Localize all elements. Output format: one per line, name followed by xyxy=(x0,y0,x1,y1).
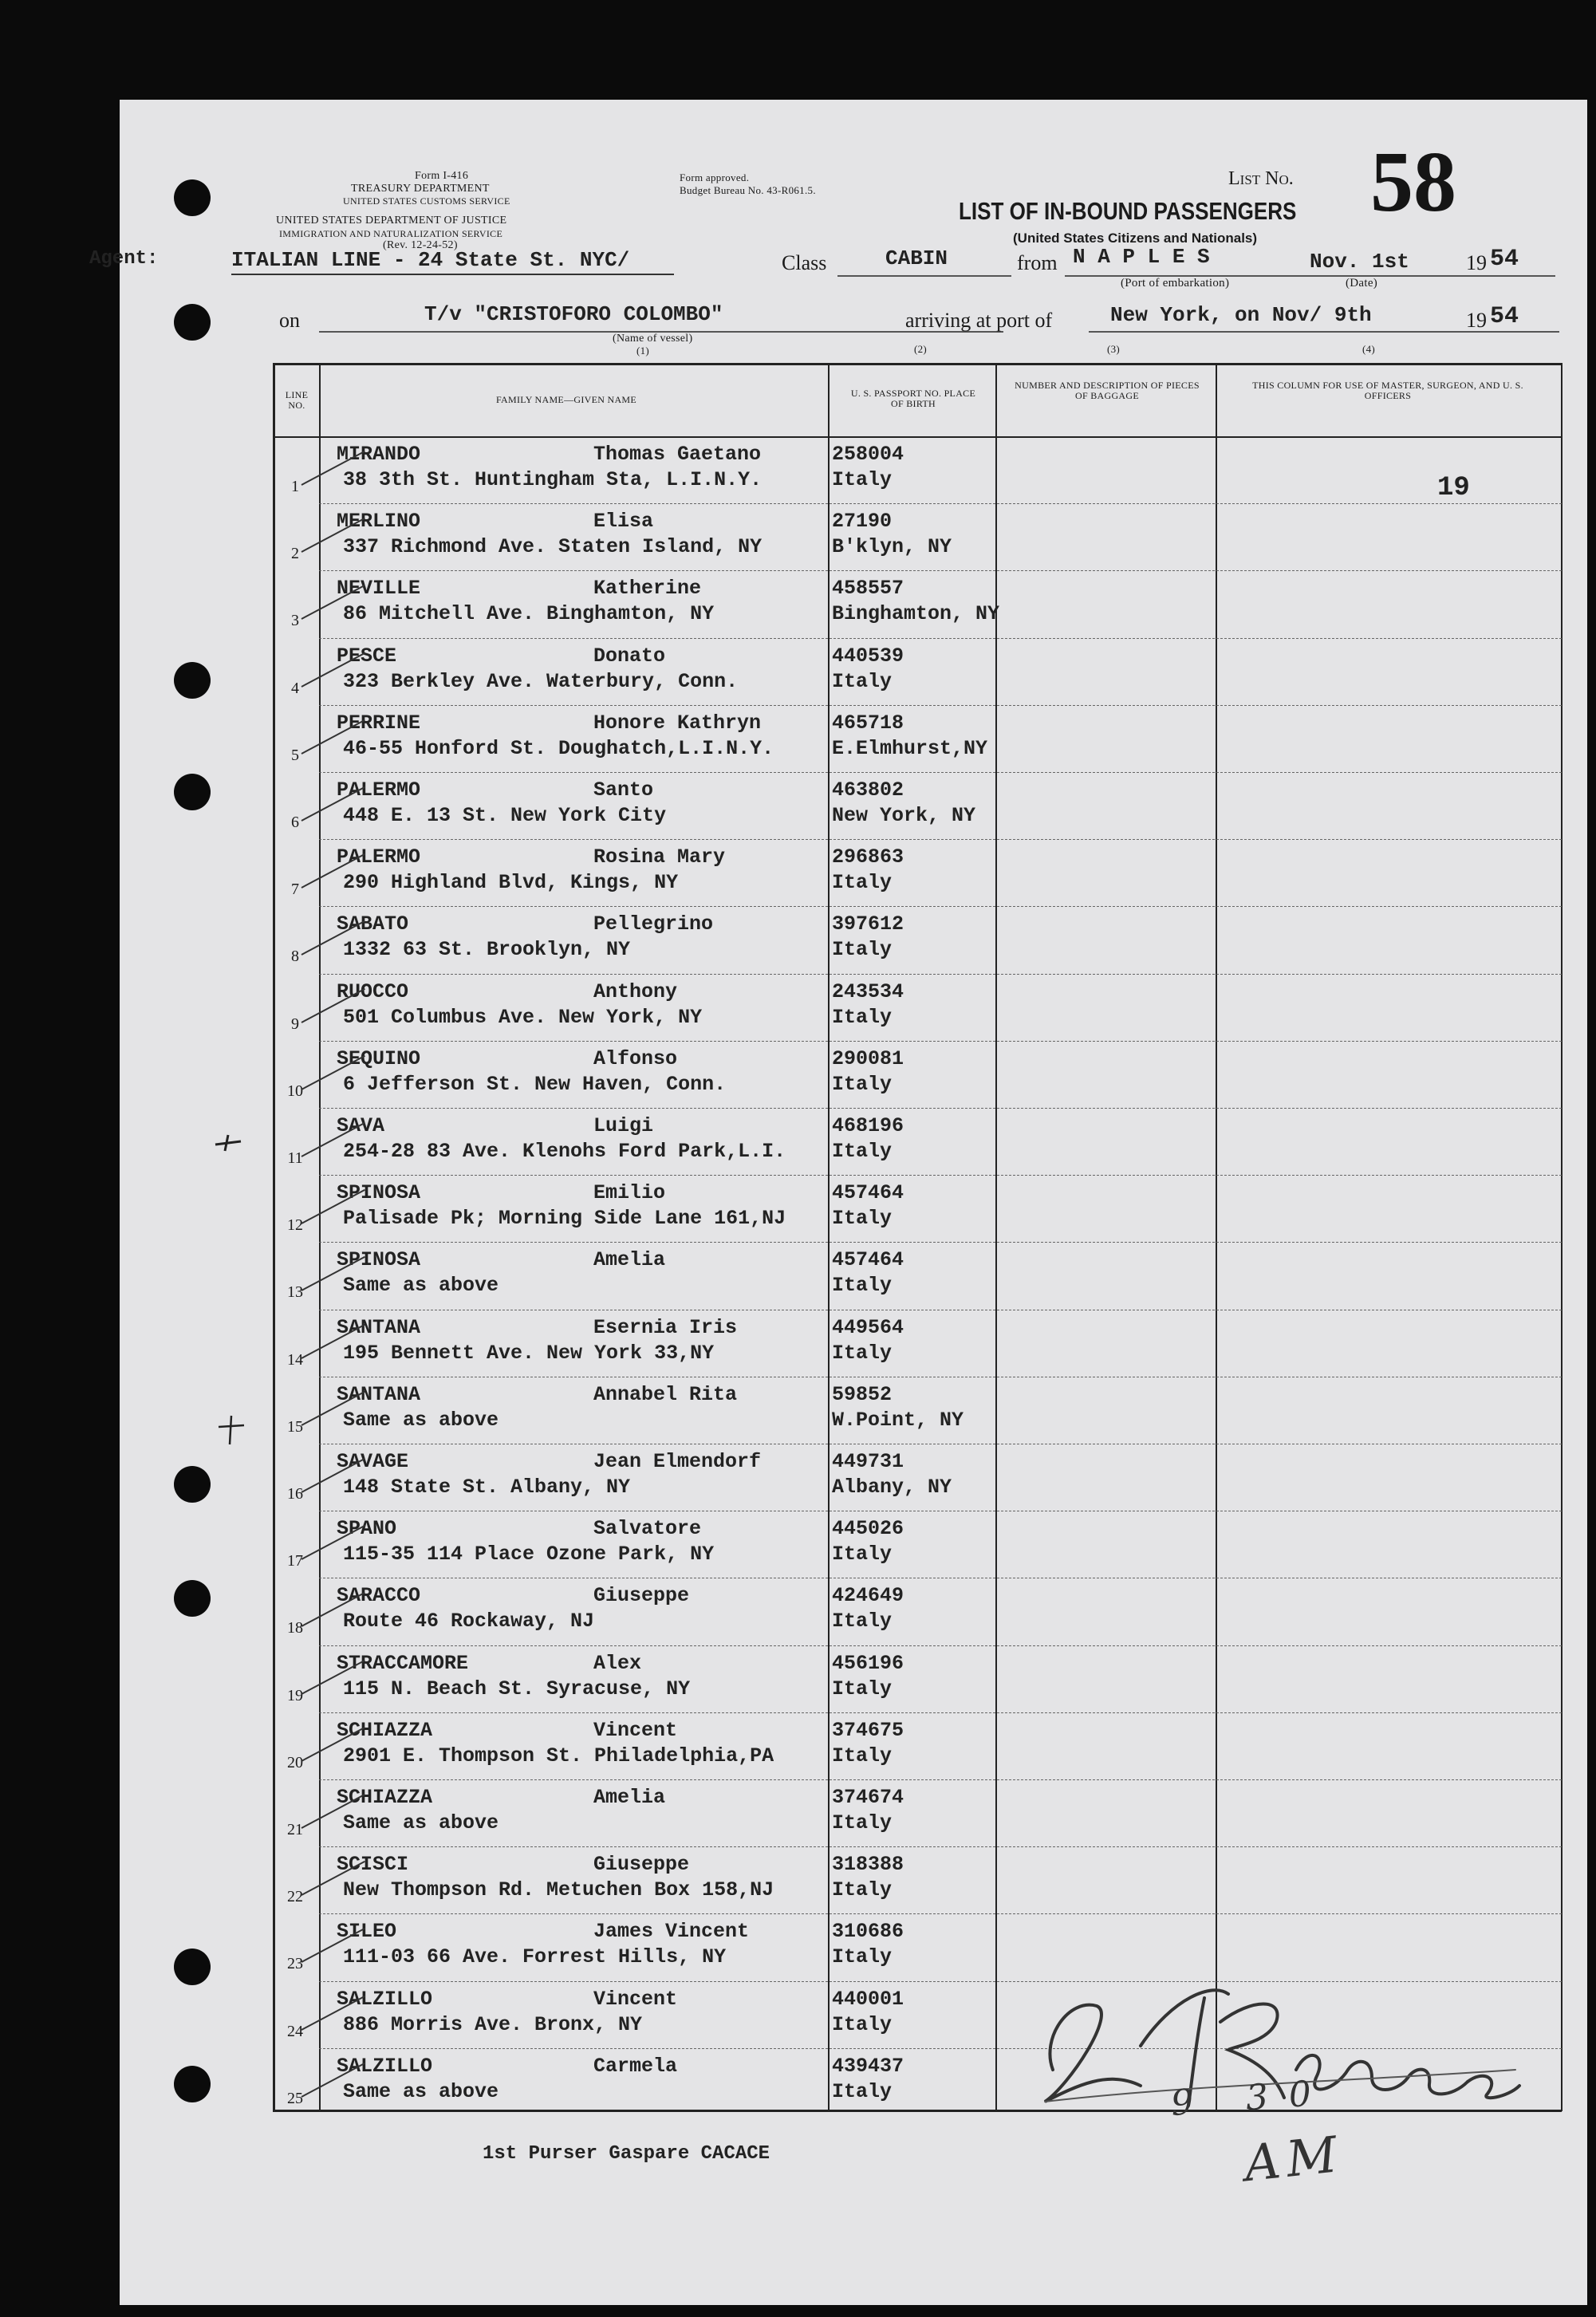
margin-tick-mark xyxy=(214,1133,242,1153)
family-name: SPANO xyxy=(337,1517,397,1541)
line-number: 9 xyxy=(291,1015,299,1033)
family-name: PERRINE xyxy=(337,711,421,735)
passport-number: 310686 xyxy=(832,1920,904,1944)
address: Same as above xyxy=(343,1274,499,1298)
department-of-justice: UNITED STATES DEPARTMENT OF JUSTICE xyxy=(276,215,507,227)
punch-hole xyxy=(174,1466,211,1503)
purser-line: 1st Purser Gaspare CACACE xyxy=(483,2143,770,2165)
row-rule xyxy=(319,772,1562,773)
given-name: Annabel Rita xyxy=(593,1382,738,1406)
vessel-name: T/v "CRISTOFORO COLOMBO" xyxy=(424,302,723,326)
family-name: SCISCI xyxy=(337,1853,409,1877)
given-name: Alfonso xyxy=(593,1046,678,1070)
arrival-underline xyxy=(1089,331,1559,333)
family-name: RUOCCO xyxy=(337,979,409,1003)
address: 38 3th St. Huntingham Sta, L.I.N.Y. xyxy=(343,468,763,491)
passport-number: 457464 xyxy=(832,1181,904,1205)
line-number: 22 xyxy=(287,1888,303,1906)
place-of-birth: Italy xyxy=(832,1072,893,1096)
place-of-birth: Italy xyxy=(832,2079,893,2103)
given-name: Giuseppe xyxy=(593,1584,690,1608)
passport-number: 449731 xyxy=(832,1450,904,1473)
form-subtitle: (United States Citizens and Nationals) xyxy=(1013,231,1258,246)
list-no-label: List No. xyxy=(1228,168,1294,189)
passport-number: 318388 xyxy=(832,1853,904,1877)
given-name: Pellegrino xyxy=(593,912,714,936)
line-number: 18 xyxy=(287,1619,303,1637)
row-rule xyxy=(319,1242,1562,1243)
place-of-birth: Italy xyxy=(832,669,893,693)
passport-number: 397612 xyxy=(832,912,904,936)
line-number: 25 xyxy=(287,2089,303,2107)
given-name: Rosina Mary xyxy=(593,845,726,869)
line-number: 1 xyxy=(291,478,299,495)
row-rule xyxy=(319,570,1562,571)
place-of-birth: Italy xyxy=(832,468,893,491)
family-name: MIRANDO xyxy=(337,443,421,466)
place-of-birth: B'klyn, NY xyxy=(832,535,952,559)
place-of-birth: New York, NY xyxy=(832,804,976,827)
row-rule xyxy=(319,1175,1562,1176)
place-of-birth: Italy xyxy=(832,1677,893,1700)
given-name: Amelia xyxy=(593,1786,666,1809)
address: 115-35 114 Place Ozone Park, NY xyxy=(343,1543,715,1566)
family-name: PESCE xyxy=(337,644,397,668)
address: Same as above xyxy=(343,1408,499,1432)
name-col-rule xyxy=(828,363,830,2111)
col2-caption: (2) xyxy=(914,343,928,355)
passport-number: 465718 xyxy=(832,711,904,735)
row-rule xyxy=(319,974,1562,975)
passport-number: 456196 xyxy=(832,1651,904,1675)
row-rule xyxy=(319,1913,1562,1914)
place-of-birth: Italy xyxy=(832,1207,893,1231)
family-name: SAVA xyxy=(337,1114,385,1137)
given-name: Honore Kathryn xyxy=(593,711,762,735)
signature-time: 9 30 xyxy=(1169,2072,1334,2124)
given-name: Alex xyxy=(593,1651,642,1675)
margin-tick-mark xyxy=(217,1414,246,1446)
row-rule xyxy=(319,1712,1562,1713)
year-prefix: 19 xyxy=(1466,251,1487,274)
place-of-birth: Italy xyxy=(832,1811,893,1834)
address: 1332 63 St. Brooklyn, NY xyxy=(343,938,631,962)
line-number: 2 xyxy=(291,545,299,563)
col4-caption: (4) xyxy=(1362,343,1376,355)
date-underline xyxy=(1300,275,1555,277)
address: Same as above xyxy=(343,1811,499,1834)
form-number: Form I-416 xyxy=(415,170,469,182)
table-top-rule xyxy=(273,363,1562,365)
given-name: Salvatore xyxy=(593,1517,702,1541)
place-of-birth: Binghamton, NY xyxy=(832,602,1000,626)
address: 290 Highland Blvd, Kings, NY xyxy=(343,871,679,895)
address: 46-55 Honford St. Doughatch,L.I.N.Y. xyxy=(343,736,774,760)
passport-number: 439437 xyxy=(832,2054,904,2078)
row-rule xyxy=(319,638,1562,639)
passport-number: 258004 xyxy=(832,443,904,466)
form-title: LIST OF IN-BOUND PASSENGERS xyxy=(959,197,1297,225)
family-name: MERLINO xyxy=(337,510,421,534)
family-name: STRACCAMORE xyxy=(337,1651,469,1675)
family-name: SPINOSA xyxy=(337,1248,421,1272)
officer-note: 19 xyxy=(1437,473,1470,503)
family-name: SCHIAZZA xyxy=(337,1786,433,1809)
family-name: NEVILLE xyxy=(337,577,421,601)
passport-number: 463802 xyxy=(832,778,904,802)
form-revision: (Rev. 12-24-52) xyxy=(383,239,458,251)
passport-number: 458557 xyxy=(832,577,904,601)
line-number: 13 xyxy=(287,1283,303,1302)
passport-number: 374674 xyxy=(832,1786,904,1809)
address: 2901 E. Thompson St. Philadelphia,PA xyxy=(343,1744,774,1767)
passport-number: 457464 xyxy=(832,1248,904,1272)
place-of-birth: Italy xyxy=(832,1341,893,1365)
baggage-col-rule xyxy=(1216,363,1217,2111)
on-label: on xyxy=(279,309,300,332)
passport-number: 27190 xyxy=(832,510,893,534)
line-number: 20 xyxy=(287,1753,303,1771)
address: 195 Bennett Ave. New York 33,NY xyxy=(343,1341,715,1365)
line-number: 16 xyxy=(287,1485,303,1503)
line-number: 17 xyxy=(287,1552,303,1570)
given-name: Elisa xyxy=(593,510,654,534)
family-name: SEQUINO xyxy=(337,1046,421,1070)
given-name: Luigi xyxy=(593,1114,654,1137)
address: 448 E. 13 St. New York City xyxy=(343,804,667,827)
line-number: 6 xyxy=(291,814,299,831)
given-name: Vincent xyxy=(593,1987,678,2011)
place-of-birth: Italy xyxy=(832,871,893,895)
line-number: 15 xyxy=(287,1417,303,1436)
given-name: Santo xyxy=(593,778,654,802)
place-of-birth: Albany, NY xyxy=(832,1476,952,1499)
immigration-service: IMMIGRATION AND NATURALIZATION SERVICE xyxy=(279,228,503,239)
row-rule xyxy=(319,1108,1562,1109)
given-name: Carmela xyxy=(593,2054,678,2078)
column-header-line-no: LINE NO. xyxy=(285,389,309,411)
line-number: 11 xyxy=(287,1149,303,1167)
agent-label: Agent: xyxy=(89,248,159,270)
table-right-rule xyxy=(1561,363,1563,2111)
line-number: 5 xyxy=(291,746,299,764)
family-name: SPINOSA xyxy=(337,1181,421,1205)
line-col-rule xyxy=(319,363,321,2111)
passport-number: 243534 xyxy=(832,979,904,1003)
address: Route 46 Rockaway, NJ xyxy=(343,1610,595,1633)
line-number: 19 xyxy=(287,1686,303,1704)
line-number: 4 xyxy=(291,679,299,697)
row-rule xyxy=(319,1779,1562,1780)
passport-number: 445026 xyxy=(832,1517,904,1541)
passport-number: 440001 xyxy=(832,1987,904,2011)
family-name: SAVAGE xyxy=(337,1450,409,1473)
family-name: SARACCO xyxy=(337,1584,421,1608)
arrival-port: New York, on Nov/ 9th xyxy=(1110,303,1372,327)
agent-value: ITALIAN LINE - 24 State St. NYC/ xyxy=(231,248,630,272)
line-number: 12 xyxy=(287,1216,303,1235)
address: 337 Richmond Ave. Staten Island, NY xyxy=(343,535,763,559)
address: 6 Jefferson St. New Haven, Conn. xyxy=(343,1072,727,1096)
line-number: 7 xyxy=(291,881,299,899)
family-name: SANTANA xyxy=(337,1382,421,1406)
given-name: Jean Elmendorf xyxy=(593,1450,762,1473)
row-rule xyxy=(319,906,1562,907)
column-header-name: FAMILY NAME—GIVEN NAME xyxy=(495,394,637,405)
punch-hole xyxy=(174,179,211,216)
place-of-birth: Italy xyxy=(832,1140,893,1163)
departure-date: Nov. 1st xyxy=(1310,250,1409,274)
punch-hole xyxy=(174,2066,211,2102)
family-name: PALERMO xyxy=(337,845,421,869)
col3-caption: (3) xyxy=(1107,343,1121,355)
place-of-birth: Italy xyxy=(832,1274,893,1298)
family-name: PALERMO xyxy=(337,778,421,802)
given-name: Anthony xyxy=(593,979,678,1003)
punch-hole xyxy=(174,1949,211,1985)
punch-hole xyxy=(174,774,211,810)
row-rule xyxy=(319,1645,1562,1646)
place-of-birth: Italy xyxy=(832,1610,893,1633)
passport-number: 374675 xyxy=(832,1718,904,1742)
class-value: CABIN xyxy=(885,246,948,270)
date-caption: (Date) xyxy=(1346,277,1378,290)
port-embarkation-caption: (Port of embarkation) xyxy=(1121,277,1230,290)
class-underline xyxy=(837,275,1011,277)
address: 148 State St. Albany, NY xyxy=(343,1476,631,1499)
given-name: Esernia Iris xyxy=(593,1315,738,1339)
address: 86 Mitchell Ave. Binghamton, NY xyxy=(343,602,715,626)
line-number: 3 xyxy=(291,612,299,630)
row-rule xyxy=(319,839,1562,840)
place-of-birth: Italy xyxy=(832,1543,893,1566)
table-left-rule xyxy=(273,363,275,2111)
address: 323 Berkley Ave. Waterbury, Conn. xyxy=(343,669,739,693)
punch-hole xyxy=(174,304,211,341)
list-number: 58 xyxy=(1370,135,1456,230)
punch-hole xyxy=(174,662,211,699)
passport-number: 296863 xyxy=(832,845,904,869)
row-rule xyxy=(319,705,1562,706)
address: Palisade Pk; Morning Side Lane 161,NJ xyxy=(343,1207,786,1231)
given-name: James Vincent xyxy=(593,1920,750,1944)
given-name: Vincent xyxy=(593,1718,678,1742)
line-number: 21 xyxy=(287,1821,303,1838)
place-of-birth: E.Elmhurst,NY xyxy=(832,736,988,760)
given-name: Giuseppe xyxy=(593,1853,690,1877)
line-number: 24 xyxy=(287,2022,303,2040)
place-of-birth: Italy xyxy=(832,1878,893,1902)
passport-number: 290081 xyxy=(832,1046,904,1070)
family-name: SANTANA xyxy=(337,1315,421,1339)
family-name: SILEO xyxy=(337,1920,397,1944)
place-of-birth: Italy xyxy=(832,938,893,962)
place-of-birth: Italy xyxy=(832,1005,893,1029)
header-bottom-rule xyxy=(273,436,1562,438)
arrive-year-prefix: 19 xyxy=(1466,309,1487,332)
budget-bureau: Budget Bureau No. 43-R061.5. xyxy=(680,184,816,196)
col1-caption: (1) xyxy=(636,345,650,357)
punch-hole xyxy=(174,1580,211,1617)
place-of-birth: W.Point, NY xyxy=(832,1408,964,1432)
vessel-caption: (Name of vessel) xyxy=(613,333,693,345)
address: 115 N. Beach St. Syracuse, NY xyxy=(343,1677,691,1700)
arrival-year: 54 xyxy=(1490,303,1519,330)
place-of-birth: Italy xyxy=(832,2012,893,2036)
given-name: Amelia xyxy=(593,1248,666,1272)
agent-underline xyxy=(231,274,674,275)
row-rule xyxy=(319,1041,1562,1042)
port-of-embarkation: N A P L E S xyxy=(1073,245,1210,269)
address: Same as above xyxy=(343,2079,499,2103)
address: 886 Morris Ave. Bronx, NY xyxy=(343,2012,643,2036)
row-rule xyxy=(319,1846,1562,1847)
passport-number: 59852 xyxy=(832,1382,893,1406)
passenger-list-page xyxy=(89,100,1587,2305)
line-number: 10 xyxy=(287,1082,303,1100)
family-name: SALZILLO xyxy=(337,1987,433,2011)
departure-year: 54 xyxy=(1490,246,1519,273)
address: 501 Columbus Ave. New York, NY xyxy=(343,1005,703,1029)
customs-service: UNITED STATES CUSTOMS SERVICE xyxy=(343,195,510,207)
row-rule xyxy=(319,503,1562,504)
passport-number: 449564 xyxy=(832,1315,904,1339)
passport-number: 424649 xyxy=(832,1584,904,1608)
column-header-passport: U. S. PASSPORT NO. PLACE OF BIRTH xyxy=(850,388,976,409)
from-label: from xyxy=(1017,251,1058,274)
signature-ampm: AM xyxy=(1241,2124,1346,2193)
address: New Thompson Rd. Metuchen Box 158,NJ xyxy=(343,1878,774,1902)
passport-number: 440539 xyxy=(832,644,904,668)
place-of-birth: Italy xyxy=(832,1945,893,1969)
column-header-baggage: NUMBER AND DESCRIPTION OF PIECES OF BAGGAGE xyxy=(1015,380,1200,401)
line-number: 8 xyxy=(291,948,299,966)
column-header-officers: THIS COLUMN FOR USE OF MASTER, SURGEON, AND U. S. OFFICERS xyxy=(1252,380,1523,401)
address: 254-28 83 Ave. Klenohs Ford Park,L.I. xyxy=(343,1140,786,1163)
address: 111-03 66 Ave. Forrest Hills, NY xyxy=(343,1945,727,1969)
form-approved: Form approved. xyxy=(680,171,750,183)
handwritten-signature xyxy=(1021,1950,1596,2301)
class-label: Class xyxy=(782,251,827,274)
place-of-birth: Italy xyxy=(832,1744,893,1767)
family-name: SALZILLO xyxy=(337,2054,433,2078)
passport-number: 468196 xyxy=(832,1114,904,1137)
given-name: Emilio xyxy=(593,1181,666,1205)
family-name: SCHIAZZA xyxy=(337,1718,433,1742)
line-number: 23 xyxy=(287,1955,303,1973)
given-name: Katherine xyxy=(593,577,702,601)
given-name: Donato xyxy=(593,644,666,668)
family-name: SABATO xyxy=(337,912,409,936)
treasury-department: TREASURY DEPARTMENT xyxy=(351,183,490,195)
given-name: Thomas Gaetano xyxy=(593,443,762,466)
arriving-label: arriving at port of xyxy=(905,309,1053,332)
line-number: 14 xyxy=(287,1350,303,1369)
